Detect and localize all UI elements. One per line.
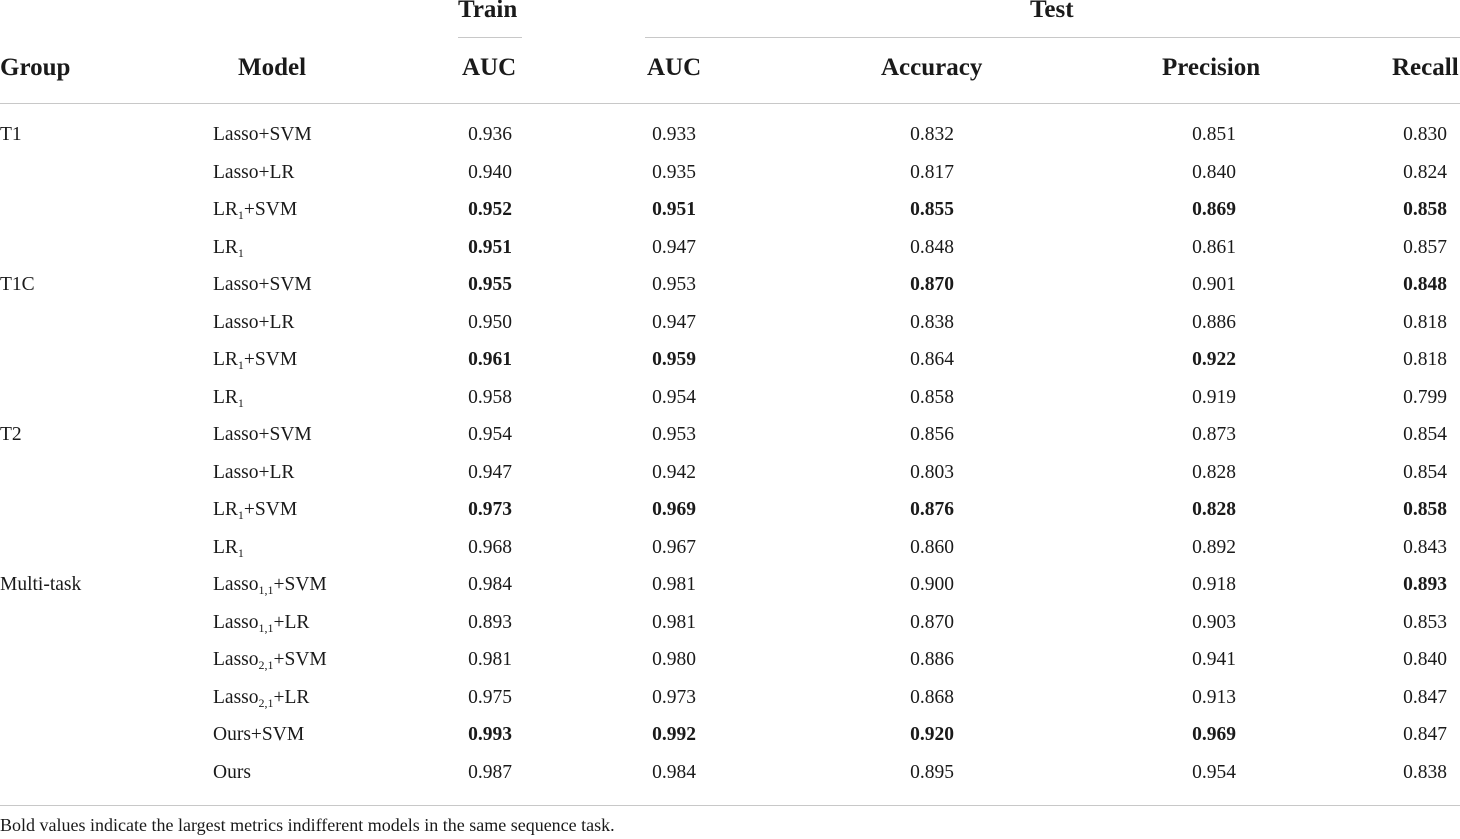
col-header-recall: Recall bbox=[1392, 54, 1459, 81]
value-accuracy: 0.848 bbox=[910, 237, 954, 258]
header-bottom-rule bbox=[0, 103, 1460, 104]
test-underline bbox=[645, 37, 1460, 38]
model-suffix: +SVM bbox=[243, 499, 298, 520]
value-train-auc: 0.947 bbox=[468, 462, 512, 483]
value-precision: 0.851 bbox=[1192, 124, 1236, 145]
train-underline bbox=[458, 37, 522, 38]
model-name: LR bbox=[213, 349, 238, 370]
value-recall: 0.857 bbox=[1403, 237, 1447, 258]
model-name: Lasso+SVM bbox=[213, 124, 312, 145]
value-accuracy: 0.838 bbox=[910, 312, 954, 333]
value-precision: 0.901 bbox=[1192, 274, 1236, 295]
model-cell bbox=[213, 311, 294, 335]
model-name: Lasso+SVM bbox=[213, 274, 312, 295]
group-cell: T2 bbox=[0, 424, 22, 445]
value-recall: 0.830 bbox=[1403, 124, 1447, 145]
model-cell bbox=[213, 461, 294, 485]
value-precision: 0.919 bbox=[1192, 387, 1236, 408]
value-recall: 0.893 bbox=[1403, 574, 1447, 595]
value-test-auc: 0.969 bbox=[652, 499, 696, 520]
value-test-auc: 0.980 bbox=[652, 649, 696, 670]
model-name: LR bbox=[213, 387, 238, 408]
group-cell: Multi-task bbox=[0, 574, 82, 595]
value-recall: 0.854 bbox=[1403, 462, 1447, 483]
value-test-auc: 0.947 bbox=[652, 237, 696, 258]
model-subscript: 1 bbox=[237, 508, 244, 522]
value-recall: 0.818 bbox=[1403, 312, 1447, 333]
model-suffix: +SVM bbox=[273, 574, 327, 595]
value-recall: 0.854 bbox=[1403, 424, 1447, 445]
value-recall: 0.848 bbox=[1403, 274, 1447, 295]
model-cell bbox=[213, 348, 297, 372]
value-recall: 0.847 bbox=[1403, 724, 1447, 745]
value-accuracy: 0.860 bbox=[910, 537, 954, 558]
model-name: Lasso+LR bbox=[213, 462, 295, 483]
value-test-auc: 0.992 bbox=[652, 724, 696, 745]
value-accuracy: 0.817 bbox=[910, 162, 954, 183]
model-cell bbox=[213, 536, 244, 560]
model-suffix: +SVM bbox=[243, 199, 298, 220]
model-subscript: 1 bbox=[237, 358, 244, 372]
value-train-auc: 0.975 bbox=[468, 687, 512, 708]
model-cell bbox=[213, 686, 309, 710]
model-cell bbox=[213, 161, 294, 185]
value-precision: 0.828 bbox=[1192, 462, 1236, 483]
value-recall: 0.858 bbox=[1403, 199, 1447, 220]
value-test-auc: 0.951 bbox=[652, 199, 696, 220]
value-precision: 0.873 bbox=[1192, 424, 1236, 445]
value-test-auc: 0.959 bbox=[652, 349, 696, 370]
value-test-auc: 0.953 bbox=[652, 424, 696, 445]
model-cell bbox=[213, 498, 297, 522]
model-name: Lasso bbox=[213, 687, 259, 708]
value-train-auc: 0.951 bbox=[468, 237, 512, 258]
value-train-auc: 0.893 bbox=[468, 612, 512, 633]
value-precision: 0.913 bbox=[1192, 687, 1236, 708]
value-recall: 0.838 bbox=[1403, 762, 1447, 783]
model-suffix: +LR bbox=[273, 612, 310, 633]
model-name: Ours+SVM bbox=[213, 724, 305, 745]
model-cell bbox=[213, 648, 327, 672]
value-recall: 0.840 bbox=[1403, 649, 1447, 670]
value-test-auc: 0.973 bbox=[652, 687, 696, 708]
col-header-group: Group bbox=[0, 54, 71, 81]
model-cell bbox=[213, 723, 304, 747]
value-train-auc: 0.952 bbox=[468, 199, 512, 220]
model-name: Lasso bbox=[213, 649, 259, 670]
model-subscript: 1,1 bbox=[258, 583, 274, 597]
value-train-auc: 0.987 bbox=[468, 762, 512, 783]
group-cell: T1C bbox=[0, 274, 35, 295]
value-train-auc: 0.940 bbox=[468, 162, 512, 183]
value-train-auc: 0.954 bbox=[468, 424, 512, 445]
model-suffix: +SVM bbox=[243, 349, 298, 370]
model-subscript: 2,1 bbox=[258, 658, 274, 672]
model-name: LR bbox=[213, 537, 238, 558]
model-subscript: 1 bbox=[237, 246, 244, 260]
model-cell bbox=[213, 236, 244, 260]
value-accuracy: 0.856 bbox=[910, 424, 954, 445]
model-name: LR bbox=[213, 499, 238, 520]
model-subscript: 2,1 bbox=[258, 696, 274, 710]
value-accuracy: 0.870 bbox=[910, 612, 954, 633]
col-header-test-auc: AUC bbox=[647, 54, 702, 81]
model-name: LR bbox=[213, 199, 238, 220]
value-precision: 0.969 bbox=[1192, 724, 1236, 745]
value-test-auc: 0.981 bbox=[652, 612, 696, 633]
value-test-auc: 0.981 bbox=[652, 574, 696, 595]
model-cell bbox=[213, 198, 297, 222]
model-cell bbox=[213, 386, 244, 410]
model-subscript: 1,1 bbox=[258, 621, 274, 635]
value-test-auc: 0.933 bbox=[652, 124, 696, 145]
value-train-auc: 0.993 bbox=[468, 724, 512, 745]
value-accuracy: 0.858 bbox=[910, 387, 954, 408]
model-suffix: +LR bbox=[273, 687, 310, 708]
value-accuracy: 0.832 bbox=[910, 124, 954, 145]
col-header-accuracy: Accuracy bbox=[881, 54, 983, 81]
value-test-auc: 0.984 bbox=[652, 762, 696, 783]
value-test-auc: 0.967 bbox=[652, 537, 696, 558]
value-test-auc: 0.942 bbox=[652, 462, 696, 483]
model-cell bbox=[213, 423, 312, 447]
value-train-auc: 0.981 bbox=[468, 649, 512, 670]
model-name: LR bbox=[213, 237, 238, 258]
value-precision: 0.828 bbox=[1192, 499, 1236, 520]
value-precision: 0.869 bbox=[1192, 199, 1236, 220]
value-test-auc: 0.953 bbox=[652, 274, 696, 295]
value-train-auc: 0.955 bbox=[468, 274, 512, 295]
value-precision: 0.861 bbox=[1192, 237, 1236, 258]
value-accuracy: 0.855 bbox=[910, 199, 954, 220]
value-accuracy: 0.868 bbox=[910, 687, 954, 708]
train-group-header: Train bbox=[458, 0, 518, 23]
model-name: Ours bbox=[213, 762, 251, 783]
value-train-auc: 0.968 bbox=[468, 537, 512, 558]
model-suffix: +SVM bbox=[273, 649, 327, 670]
value-accuracy: 0.870 bbox=[910, 274, 954, 295]
value-accuracy: 0.876 bbox=[910, 499, 954, 520]
model-cell bbox=[213, 573, 327, 597]
value-test-auc: 0.954 bbox=[652, 387, 696, 408]
value-accuracy: 0.886 bbox=[910, 649, 954, 670]
model-cell bbox=[213, 761, 251, 785]
value-train-auc: 0.950 bbox=[468, 312, 512, 333]
table-bottom-rule bbox=[0, 805, 1460, 806]
value-test-auc: 0.935 bbox=[652, 162, 696, 183]
value-precision: 0.840 bbox=[1192, 162, 1236, 183]
footnote: Bold values indicate the largest metrics indifferent models in the same sequence task. bbox=[0, 815, 615, 835]
value-precision: 0.941 bbox=[1192, 649, 1236, 670]
model-name: Lasso bbox=[213, 612, 259, 633]
value-recall: 0.853 bbox=[1403, 612, 1447, 633]
value-recall: 0.843 bbox=[1403, 537, 1447, 558]
col-header-train-auc: AUC bbox=[462, 54, 517, 81]
group-cell: T1 bbox=[0, 124, 22, 145]
model-subscript: 1 bbox=[237, 546, 244, 560]
value-train-auc: 0.984 bbox=[468, 574, 512, 595]
value-accuracy: 0.900 bbox=[910, 574, 954, 595]
value-recall: 0.799 bbox=[1403, 387, 1447, 408]
model-name: Lasso+SVM bbox=[213, 424, 312, 445]
value-accuracy: 0.895 bbox=[910, 762, 954, 783]
value-recall: 0.824 bbox=[1403, 162, 1447, 183]
value-train-auc: 0.936 bbox=[468, 124, 512, 145]
col-header-precision: Precision bbox=[1162, 54, 1261, 81]
model-cell bbox=[213, 611, 309, 635]
value-precision: 0.954 bbox=[1192, 762, 1236, 783]
value-accuracy: 0.803 bbox=[910, 462, 954, 483]
model-cell bbox=[213, 273, 312, 297]
test-group-header: Test bbox=[1030, 0, 1074, 23]
value-precision: 0.903 bbox=[1192, 612, 1236, 633]
value-train-auc: 0.958 bbox=[468, 387, 512, 408]
value-precision: 0.922 bbox=[1192, 349, 1236, 370]
value-accuracy: 0.864 bbox=[910, 349, 954, 370]
value-train-auc: 0.973 bbox=[468, 499, 512, 520]
model-cell bbox=[213, 123, 312, 147]
model-subscript: 1 bbox=[237, 396, 244, 410]
value-recall: 0.847 bbox=[1403, 687, 1447, 708]
col-header-model: Model bbox=[238, 54, 307, 81]
model-name: Lasso bbox=[213, 574, 259, 595]
value-precision: 0.886 bbox=[1192, 312, 1236, 333]
value-train-auc: 0.961 bbox=[468, 349, 512, 370]
model-subscript: 1 bbox=[237, 208, 244, 222]
value-precision: 0.918 bbox=[1192, 574, 1236, 595]
value-recall: 0.858 bbox=[1403, 499, 1447, 520]
model-name: Lasso+LR bbox=[213, 162, 295, 183]
model-name: Lasso+LR bbox=[213, 312, 295, 333]
value-accuracy: 0.920 bbox=[910, 724, 954, 745]
value-precision: 0.892 bbox=[1192, 537, 1236, 558]
value-test-auc: 0.947 bbox=[652, 312, 696, 333]
value-recall: 0.818 bbox=[1403, 349, 1447, 370]
